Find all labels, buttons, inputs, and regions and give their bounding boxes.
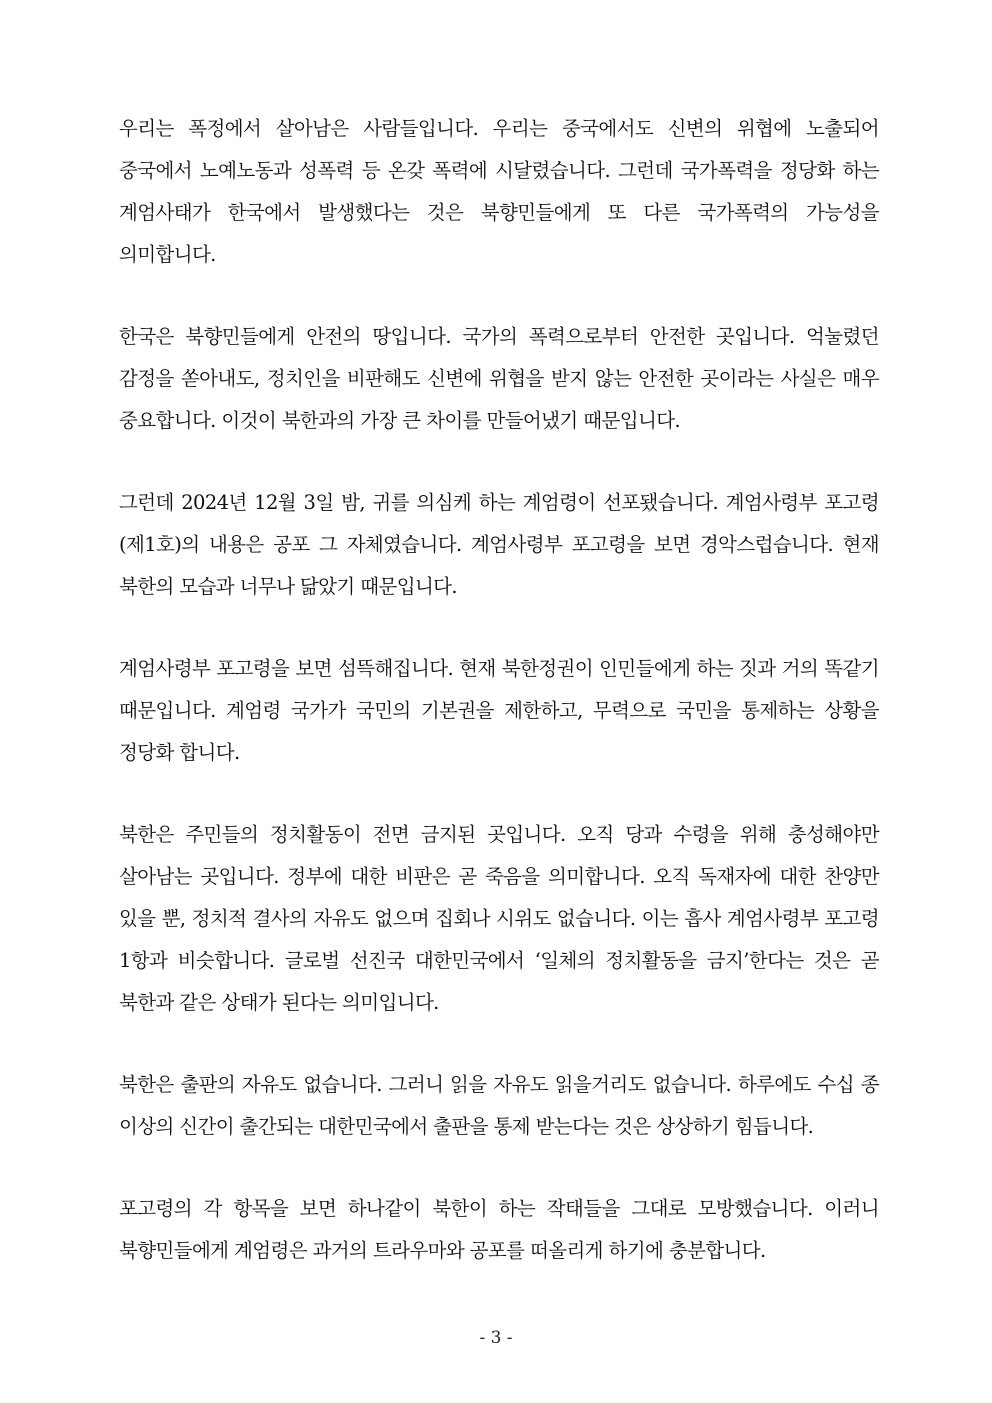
paragraph-4: 계엄사령부 포고령을 보면 섬뜩해집니다. 현재 북한정권이 인민들에게 하는 짓과 거의 똑같기 때문입니다. 계엄령 국가가 국민의 기본권을 제한하고, 무력으로 국민을 통제하는 상황을 정당화 합니다. xyxy=(119,657,879,764)
paragraph-6: 북한은 출판의 자유도 없습니다. 그러니 읽을 자유도 읽을거리도 없습니다. 하루에도 수십 종 이상의 신간이 출간되는 대한민국에서 출판을 통제 받는다는 것은 상상하기 힘듭니다. xyxy=(119,1073,879,1138)
paragraph-1: 우리는 폭정에서 살아남은 사람들입니다. 우리는 중국에서도 신변의 위협에 노출되어 중국에서 노예노동과 성폭력 등 온갖 폭력에 시달렸습니다. 그런데 국가폭력을 정당화 하는 계엄사태가 한국에서 발생했다는 것은 북향민들에게 또 다른 국가폭력의 가능성을 의미합니다. xyxy=(119,117,879,266)
page-number: - 3 - xyxy=(479,1328,513,1348)
document-body xyxy=(119,108,879,1312)
paragraph-7: 포고령의 각 항목을 보면 하나같이 북한이 하는 작태들을 그대로 모방했습니다. 이러니 북향민들에게 계엄령은 과거의 트라우마와 공포를 떠올리게 하기에 충분합니다. xyxy=(119,1197,879,1262)
paragraph-2: 한국은 북향민들에게 안전의 땅입니다. 국가의 폭력으로부터 안전한 곳입니다. 억눌렸던 감정을 쏟아내도, 정치인을 비판해도 신변에 위협을 받지 않는 안전한 곳이라는 사실은 매우 중요합니다. 이것이 북한과의 가장 큰 차이를 만들어냈기 때문입니다. xyxy=(119,325,879,432)
paragraph-3: 그런데 2024년 12월 3일 밤, 귀를 의심케 하는 계엄령이 선포됐습니다. 계엄사령부 포고령(제1호)의 내용은 공포 그 자체였습니다. 계엄사령부 포고령을 보면 경악스럽습니다. 현재 북한의 모습과 너무나 닮았기 때문입니다. xyxy=(119,491,879,598)
paragraph-5: 북한은 주민들의 정치활동이 전면 금지된 곳입니다. 오직 당과 수령을 위해 충성해야만 살아남는 곳입니다. 정부에 대한 비판은 곧 죽음을 의미합니다. 오직 독재자에 대한 찬양만 있을 뿐, 정치적 결사의 자유도 없으며 집회나 시위도 없습니다. 이는 흡사 계엄사령부 포고령 1항과 비슷합니다. 글로벌 선진국 대한민국에서 ‘일체의 정치활동을 금지’한다는 것은 곧 북한과 같은 상태가 된다는 의미입니다. xyxy=(119,823,879,1014)
